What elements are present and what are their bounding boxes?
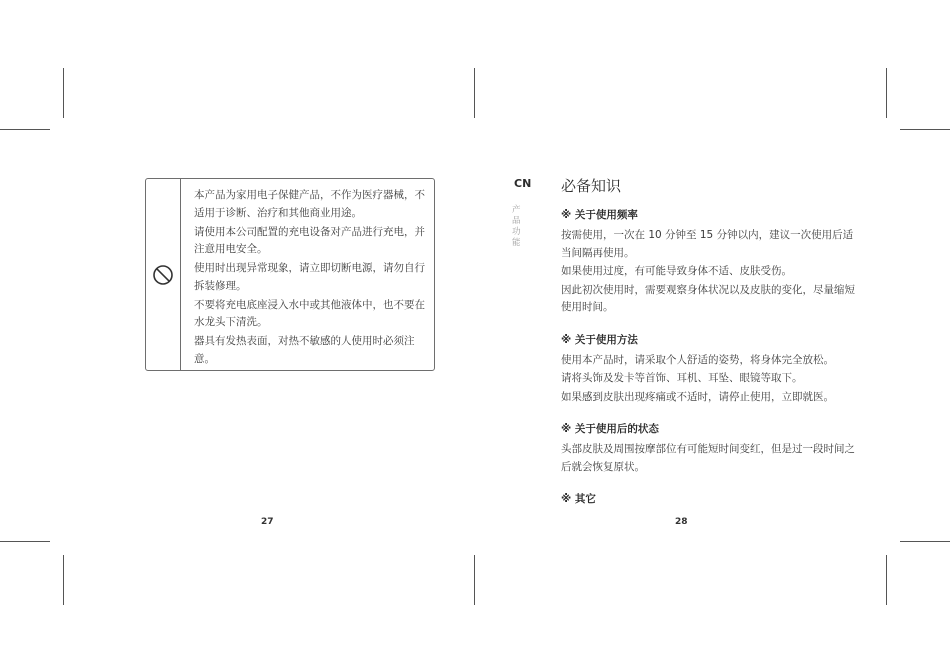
warning-item: 本产品为家用电子保健产品，不作为医疗器械，不适用于诊断、治疗和其他商业用途。 [194,189,425,219]
prohibited-icon [152,264,174,286]
paragraph: 头部皮肤及周围按摩部位有可能短时间变红，但是过一段时间之后就会恢复原状。 [561,443,855,473]
warning-list [194,187,426,370]
section-heading: ※ 其它 [561,493,596,505]
warning-item: 器具有发热表面，对热不敏感的人使用时必须注意。 [194,335,415,365]
knowledge-content [561,207,858,523]
crop-mark [886,555,887,605]
crop-mark [474,555,475,605]
section-other [561,491,858,508]
page-number-right: 28 [675,517,688,527]
paragraph: 请将头饰及发卡等首饰、耳机、耳坠、眼镜等取下。 [561,372,803,384]
paragraph: 如果感到皮肤出现疼痛或不适时，请停止使用，立即就医。 [561,390,834,403]
page-title: 必备知识 [561,177,622,195]
crop-mark [0,129,50,130]
crop-mark [886,68,887,118]
warning-item: 不要将充电底座浸入水中或其他液体中，也不要在水龙头下清洗。 [194,298,425,328]
page-number-left: 27 [261,517,274,527]
crop-mark [900,129,950,130]
paragraph: 按需使用，一次在 10 分钟至 15 分钟以内，建议一次使用后适当间隔再使用。 [561,229,854,259]
section-post-use-state [561,421,858,476]
crop-mark [63,555,64,605]
paragraph: 使用本产品时，请采取个人舒适的姿势，将身体完全放松。 [561,353,834,366]
crop-mark [474,68,475,118]
section-heading: ※ 关于使用后的状态 [561,423,659,435]
section-heading: ※ 关于使用频率 [561,209,638,221]
section-side-label: 产品功能 [512,205,521,248]
section-usage-frequency [561,207,858,317]
paragraph: 如果使用过度，有可能导致身体不适、皮肤受伤。 [561,265,792,277]
paragraph: 因此初次使用时，需要观察身体状况以及皮肤的变化，尽量缩短使用时间。 [561,283,855,313]
warning-item: 使用时出现异常现象，请立即切断电源，请勿自行拆装修理。 [194,262,425,292]
section-heading: ※ 关于使用方法 [561,333,638,346]
crop-mark [0,541,50,542]
safety-warning-box [145,178,435,371]
language-label: CN [514,177,532,190]
warning-item: 请使用本公司配置的充电设备对产品进行充电，并注意用电安全。 [194,225,425,255]
warning-icon-column [146,179,181,370]
crop-mark [900,541,950,542]
crop-mark [63,68,64,118]
section-usage-method [561,332,858,407]
